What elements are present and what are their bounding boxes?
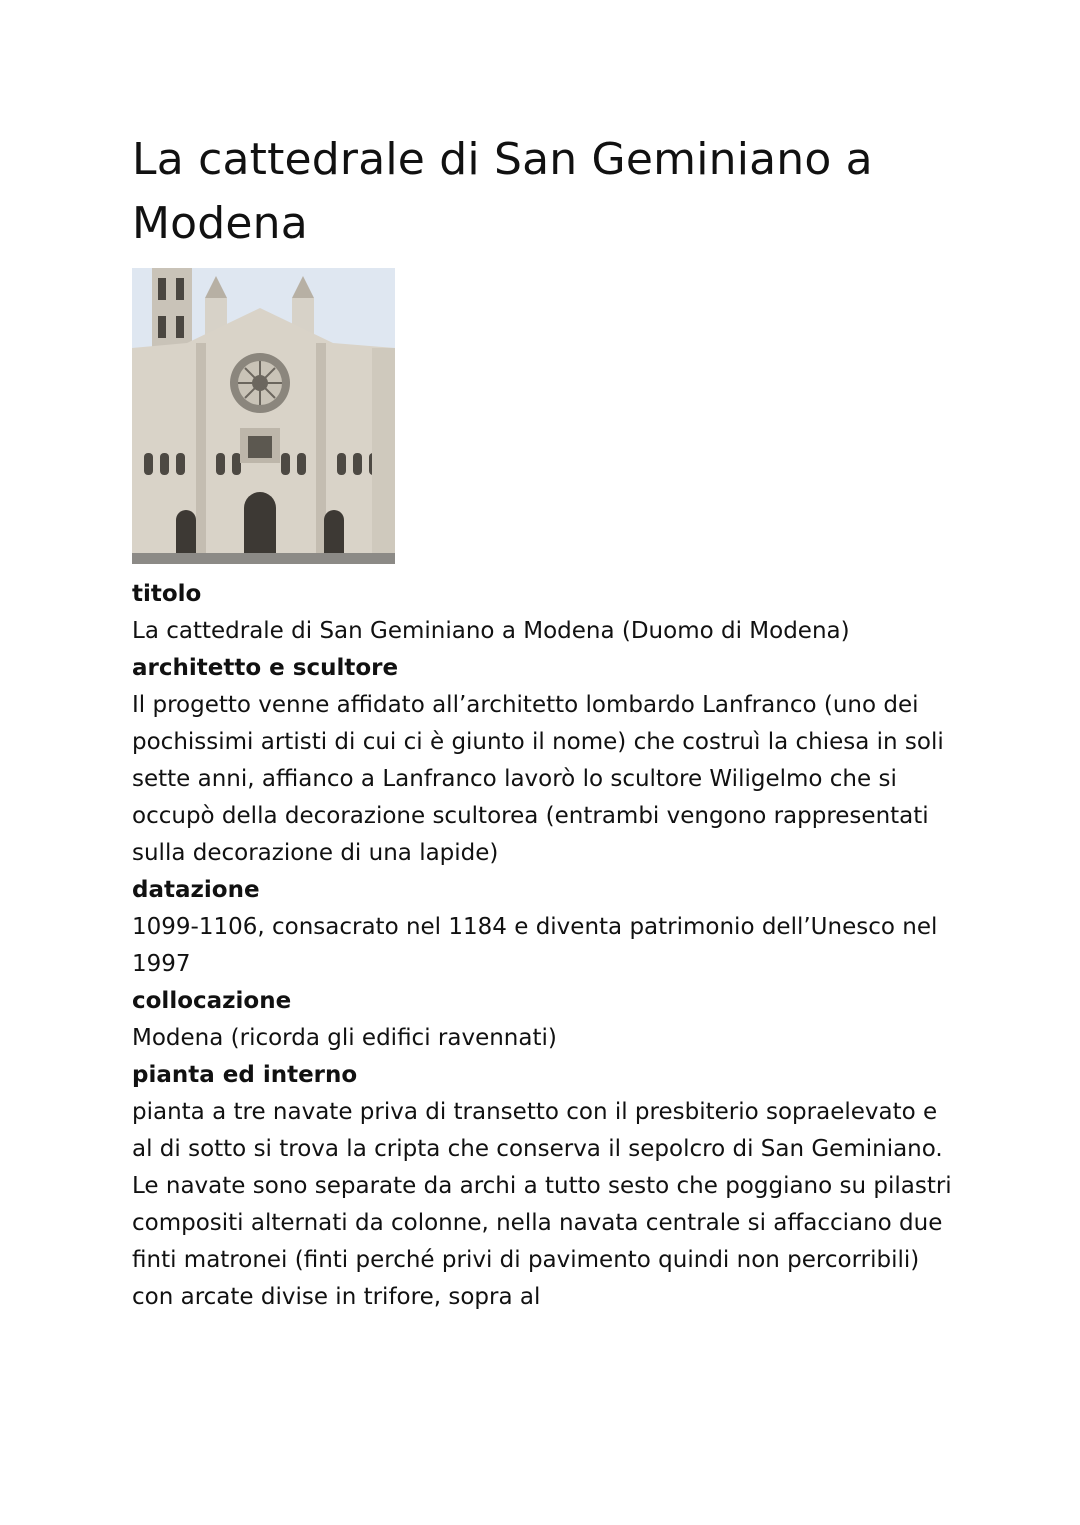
- section-text-pianta-2: Le navate sono separate da archi a tutto sesto che poggiano su pilastri compositi alternati da colonne, nella navata centrale si affacciano due finti matronei (finti perché privi di pavimento quindi non percorribili) con arcate divise in trifore, sopra al: [132, 1173, 952, 1310]
- section-heading-datazione: datazione: [132, 877, 260, 903]
- document-title: La cattedrale di San Geminiano a Modena: [132, 134, 873, 249]
- section-text-titolo: La cattedrale di San Geminiano a Modena (Duomo di Modena): [132, 618, 850, 644]
- section-heading-collocazione: collocazione: [132, 988, 292, 1014]
- section-text-datazione: 1099-1106, consacrato nel 1184 e diventa patrimonio dell’Unesco nel 1997: [132, 914, 938, 977]
- section-text-collocazione: Modena (ricorda gli edifici ravennati): [132, 1025, 557, 1051]
- section-text-pianta-1: pianta a tre navate priva di transetto con il presbiterio sopraelevato e al di sotto si trova la cripta che conserva il sepolcro di San Geminiano.: [132, 1099, 943, 1162]
- cathedral-photo: [132, 268, 395, 564]
- section-heading-titolo: titolo: [132, 581, 202, 607]
- section-heading-architetto: architetto e scultore: [132, 655, 399, 681]
- section-heading-pianta: pianta ed interno: [132, 1062, 358, 1088]
- document-page: [132, 128, 962, 1316]
- document-content: [132, 576, 962, 1316]
- section-text-architetto: Il progetto venne affidato all’architetto lombardo Lanfranco (uno dei pochissimi artisti di cui ci è giunto il nome) che costruì la chiesa in soli sette anni, affianco a Lanfranco lavorò lo scultore Wiligelmo che si occupò della decorazione scultorea (entrambi vengono rappresentati sulla decorazione di una lapide): [132, 692, 944, 866]
